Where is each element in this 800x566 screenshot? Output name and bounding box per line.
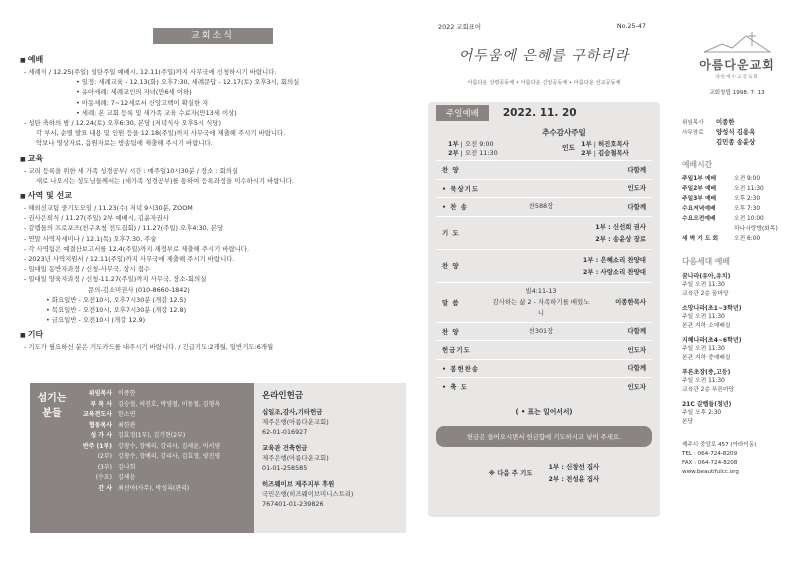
news-line: • 목요일반 - 오전10시, 오후7시30분 (개강 12.8) [46,306,187,315]
order-item-role: 다함께 [627,202,646,211]
next-gen-time: 주일 오전 11:30 [682,378,725,384]
news-line: - 2023년 사역지원서 / 12.11(주일)까지 사무국에 제출해 주시기 바랍니다. [24,255,235,264]
church-info-column [682,22,792,477]
next-gen-place: 본당 [682,419,694,425]
staff-role: 성 가 사 [90,432,112,439]
next-gen-time: 주일 오전 11:30 [682,314,725,320]
minister-label: 사무장로 [682,130,704,136]
news-section-heading: ■ 기타 [20,329,405,340]
news-line: • 세례: 본 교회 등록 및 새가족 교육 수료자(만13세 이상) [76,108,237,117]
church-news-column [20,22,405,353]
news-line: • 금요일반 - 오전10시 (개강 12.9) [46,316,146,325]
schedule-title: 예배시간 [682,160,713,169]
next-gen-place: 본관 지하 중예배실 [682,355,731,361]
order-item-role: 인도자 [627,382,646,391]
staff-name: 김세윤 [118,474,136,481]
next-gen-place: 교육관 2층 꿈마당 [682,291,729,297]
order-item-detail: 찬301장 [528,326,554,335]
schedule-time: 오전 11:30 [734,186,764,192]
order-row [436,282,652,322]
staff-row [78,452,250,463]
news-line: - 교리 등록을 위한 새 가족 성경공부/ 시간 : 매주일10시30분 / 장소 : 회의실 [24,166,239,175]
schedule-row [682,174,792,184]
year-label: 2022 교회표어 [438,23,481,31]
news-line: - 해외선교팀 중기도모임 / 11.23(수) 저녁 9시30분, ZOOM [24,204,193,213]
next-week-prayer: ※ 다음 주 기도 1부 : 신창선 집사 2부 : 전성윤 집사 [488,462,600,483]
order-item-detail: 찬588장 [528,202,554,211]
service-name: 추수감사주일 [542,128,586,137]
schedule-row [682,214,792,224]
order-item-role: 다함께 [627,165,646,174]
schedule-time: 오전 6:00 [734,236,761,242]
order-item-name: 찬 양 [442,166,460,175]
next-gen-name: 지혜나라(초4~6학년) [682,337,742,344]
news-line: - 기도가 필요하신 분은 기도카드를 내주시기 바랍니다. / 긴급기도:2개월, 일반기도:6개월 [24,343,274,352]
next-gen-time: 주일 오전 11:30 [682,346,725,352]
staff-name: 이종한 [118,390,136,397]
address-line: TEL : 064-724-8209 [682,451,738,457]
schedule-time: 하나사랑방(화목) [734,226,778,232]
order-item-detail: 빌4:11-13 감사하는 삶 2 - 자족하기를 배웠노니 [492,286,590,317]
offering-line: 제주은행(아름다운교회) [262,454,329,462]
worship-schedule [682,174,792,244]
service-column [428,22,660,517]
schedule-name: 수요오전예배 [682,216,716,222]
next-gen-title: 다음세대 예배 [682,257,730,266]
service-badge: 주일예배 [436,105,489,121]
news-section-heading: ■ 교육 [20,153,405,164]
staff-title: 섬기는 분들 [30,383,74,533]
staff-role: 교육전도사 [83,411,112,418]
bulletin-header [428,22,660,31]
news-line: • 아동세례: 7~12세로서 신앙고백이 확실한 자 [76,98,209,107]
schedule-name: 주일2부 예배 [682,186,717,192]
church-founded: 교회창립 1998. 7. 13 [709,90,765,96]
order-item-role: 1부 : 신선희 권사 2부 : 송윤상 장로 [595,222,646,243]
order-item-role: 인도자 [627,184,646,193]
order-item-name: • 축 도 [442,383,468,392]
bottom-info-box [30,383,406,533]
schedule-row [682,194,792,204]
news-line: • 일정: 세례교육 - 12.13(화) 오후7:30, 세례문답 - 12.17(토) 오후3시, 회의실 [76,78,300,87]
offering-banner: 헌금은 들어오시면서 헌금함에 기도하시고 넣어 주세요. [436,426,652,447]
minister-names: 이종한 [716,118,735,126]
staff-row [78,410,250,421]
offering-line: 국민은행(히즈웨이브미니스트리) [262,490,354,498]
offering-group-title: 히즈웨이브 제주지부 후원 [262,480,335,488]
news-section-heading: ■ 예배 [20,54,405,65]
staff-role: (2부) [97,453,112,460]
news-section-heading: ■ 사역 및 선교 [20,190,405,201]
staff-row [78,473,250,484]
staff-name: 강창수, 장예리, 강리사, 김효정, 양진영 [118,453,221,460]
news-line: - 연말 사역자세미나 / 12.1(목) 오후7:30, 주술 [24,234,157,243]
schedule-row [682,224,792,234]
staff-role: 간 사 [98,484,112,492]
order-item-name: 찬 양 [442,327,460,336]
news-line: - 일대일 양육자과정 / 신청-11.27(주일)까지 사무국, 장소-회의실 [24,275,207,284]
next-gen-name: 푸른초장(중,고등) [682,369,731,376]
staff-name: 김효정(1부), 김기현(2부) [118,432,186,439]
schedule-time: 오전 10:00 [734,216,764,222]
next-gen-item [682,400,792,427]
online-offering [254,383,406,533]
order-item-role: 1부 : 은혜소리 찬양대 2부 : 사랑소리 찬양대 [582,255,646,276]
schedule-name: 수요저녁예배 [682,206,716,212]
church-news-title: 교회소식 [153,28,273,44]
standing-note: ( • 표는 일어서서) [515,407,573,416]
minister-row [682,138,792,147]
order-row [436,160,652,179]
schedule-name: 새 벽 기 도 회 [682,236,719,242]
offering-line: 01-01-258585 [262,464,308,472]
order-row [436,249,652,282]
offering-line: 62-01-016927 [262,428,308,436]
staff-name: 최선아(사무), 박성록(관리) [118,484,190,492]
order-row [436,179,652,198]
staff-name: 김승철, 허진호, 박영철, 이동철, 김형옥 [118,400,221,408]
church-news-body [20,54,405,353]
minister-label: 위임목사 [682,120,704,126]
order-item-name: 찬 양 [442,262,460,270]
staff-role: 협동목사 [88,421,112,429]
staff-name: 김나희 [118,463,136,471]
order-row [436,340,652,359]
offering-group-title: 십일조,감사,기타헌금 [262,408,323,416]
staff-name: 한소연 [118,411,136,418]
offering-line: 제주은행(아름다운교회) [262,418,329,426]
staff-row [78,431,250,442]
news-line: - 각 사역팀은 예결산보고서를 12.4(주일)까지 재정부로 제출해 주시기 바랍니다. [24,244,250,253]
news-line: 문의-김소미권사 (010-8660-1842) [88,285,190,294]
minister-names: 김민종 송윤상 [716,138,756,146]
next-gen-name: 꿈나라(유아,유치) [682,273,731,280]
staff-row [78,389,250,400]
news-line: - 권사은퇴식 / 11.27(주일) 2부 예배시, 김윤자권사 [24,214,169,223]
news-line: - 성탄 축하의 밤 / 12.24(토) 오후6:30, 본당 (저녁식사 오후5시 식당) [24,119,221,128]
next-gen-item [682,304,792,331]
slogan-sub: 아름다운 성령공동체 • 아름다운 신앙공동체 • 아름다운 선교공동체 [467,80,621,86]
order-item-name: • 묵상기도 [442,184,480,193]
news-line: - 일대일 동반자과정 / 신청-사무국, 상시 접수 [24,265,150,274]
church-address [682,441,792,477]
online-offering-title: 온라인헌금 [262,391,304,401]
staff-role: 반주 (1부) [82,442,112,450]
next-gen-schedule [682,272,792,427]
order-item-role: 다함께 [627,327,646,336]
next-gen-time: 주일 오후 2:30 [682,410,722,416]
minister-row [682,118,792,128]
next-gen-name: 21C 갈렙들(청년) [682,401,732,408]
order-of-worship [436,160,652,396]
next-gen-item [682,368,792,395]
bulletin-number: No.25-47 [616,22,646,30]
news-line: 새로 나오시는 성도님들께서는 (새가족 성경공부)를 통하여 등록과정을 이수하시기 바랍니다. [36,176,294,185]
minister-names: 양성식 김용옥 [716,128,756,136]
ministers [682,118,792,147]
staff-row [78,400,250,411]
order-row [436,216,652,249]
schedule-row [682,204,792,214]
staff-name: 강창수, 장예리, 강리사, 김세윤, 이서영 [118,442,221,450]
order-item-name: • 찬 송 [442,203,468,212]
news-line: - 세례식 / 12.25(주일) 성탄주일 예배시, 12.11(주일)까지 사무국에 신청하시기 바랍니다. [24,68,277,76]
service-order-panel [428,102,660,517]
staff-row [78,484,250,495]
order-item-role: 인도자 [627,345,646,354]
order-row [436,377,652,396]
order-item-name: 헌금기도 [442,346,471,355]
news-line: - 갈렙들의 프로포즈(친구초청 전도집회) / 11.27(주일) 오후4:30, 본당 [24,224,224,233]
service-times: 1부 | 오전 9:00 2부 | 오전 11:30 인도 1부 | 허진호목사 2부 | 김승철목사 [448,140,629,157]
order-item-role: 이종한목사 [615,298,646,306]
staff-role: (3부) [97,463,112,471]
staff-row [78,463,250,474]
staff-role: 위임목사 [88,390,112,397]
church-logo-icon [682,28,792,56]
service-date: 2022. 11. 20 [502,107,577,119]
offering-group-title: 교육관 건축헌금 [262,444,308,452]
staff-role: (수요) [95,474,112,481]
next-gen-place: 교육관 2층 푸른마당 [682,387,735,393]
church-name: 아름다운교회 [699,58,775,72]
staff-list [74,383,254,533]
church-slogan: 어두움에 은혜를 구하리라 [458,48,630,64]
schedule-name: 주일3부 예배 [682,196,717,202]
schedule-name: 주일1부 예배 [682,176,717,182]
order-row [436,322,652,341]
news-line: • 화요일반 - 오전10시, 오후7시30분 (개강 12.5) [46,295,187,304]
next-gen-item [682,336,792,363]
schedule-row [682,184,792,194]
next-gen-item [682,272,792,299]
minister-row [682,128,792,138]
order-item-name: 말 씀 [442,298,460,307]
news-line: 악보나 영상자료, 음원자료는 방송팀에 제출해 주시기 바랍니다. [36,139,213,148]
order-row [436,359,652,378]
news-line: 각 부서, 순별 발표 내용 및 인원 등을 12.18(주일)까지 사무국에 제출해 주시기 바랍니다. [36,129,286,138]
schedule-time: 오후 7:30 [734,206,761,212]
staff-row [78,442,250,453]
order-item-name: • 봉헌찬송 [442,364,480,373]
schedule-time: 오전 9:00 [734,176,761,182]
next-gen-place: 본관 지하 소예배실 [682,323,731,329]
schedule-row [682,234,792,244]
staff-name: 최한관 [118,421,136,429]
order-item-name: 기 도 [442,229,460,237]
next-gen-name: 소망나라(초1~3학년) [682,305,742,312]
staff-role: 부 목 사 [90,400,112,408]
offering-line: 767401-01-239826 [262,500,324,508]
staff-row [78,421,250,432]
address-line: 제주시 중앙로 457 (아라이동) [682,442,757,448]
church-denomination: 대한예수교장로회 [715,75,759,80]
next-gen-time: 주일 오전 11:30 [682,282,725,288]
news-line: • 유아세례: 세례교인의 자녀(만6세 이하) [76,88,192,97]
order-item-role: 다함께 [627,364,646,373]
address-line: FAX : 064-724-8208 [682,460,738,466]
order-row [436,197,652,216]
address-line: www.beautifulcc.org [682,469,739,475]
leader-label: 인도 [562,144,576,152]
schedule-time: 오후 2:30 [734,196,761,202]
